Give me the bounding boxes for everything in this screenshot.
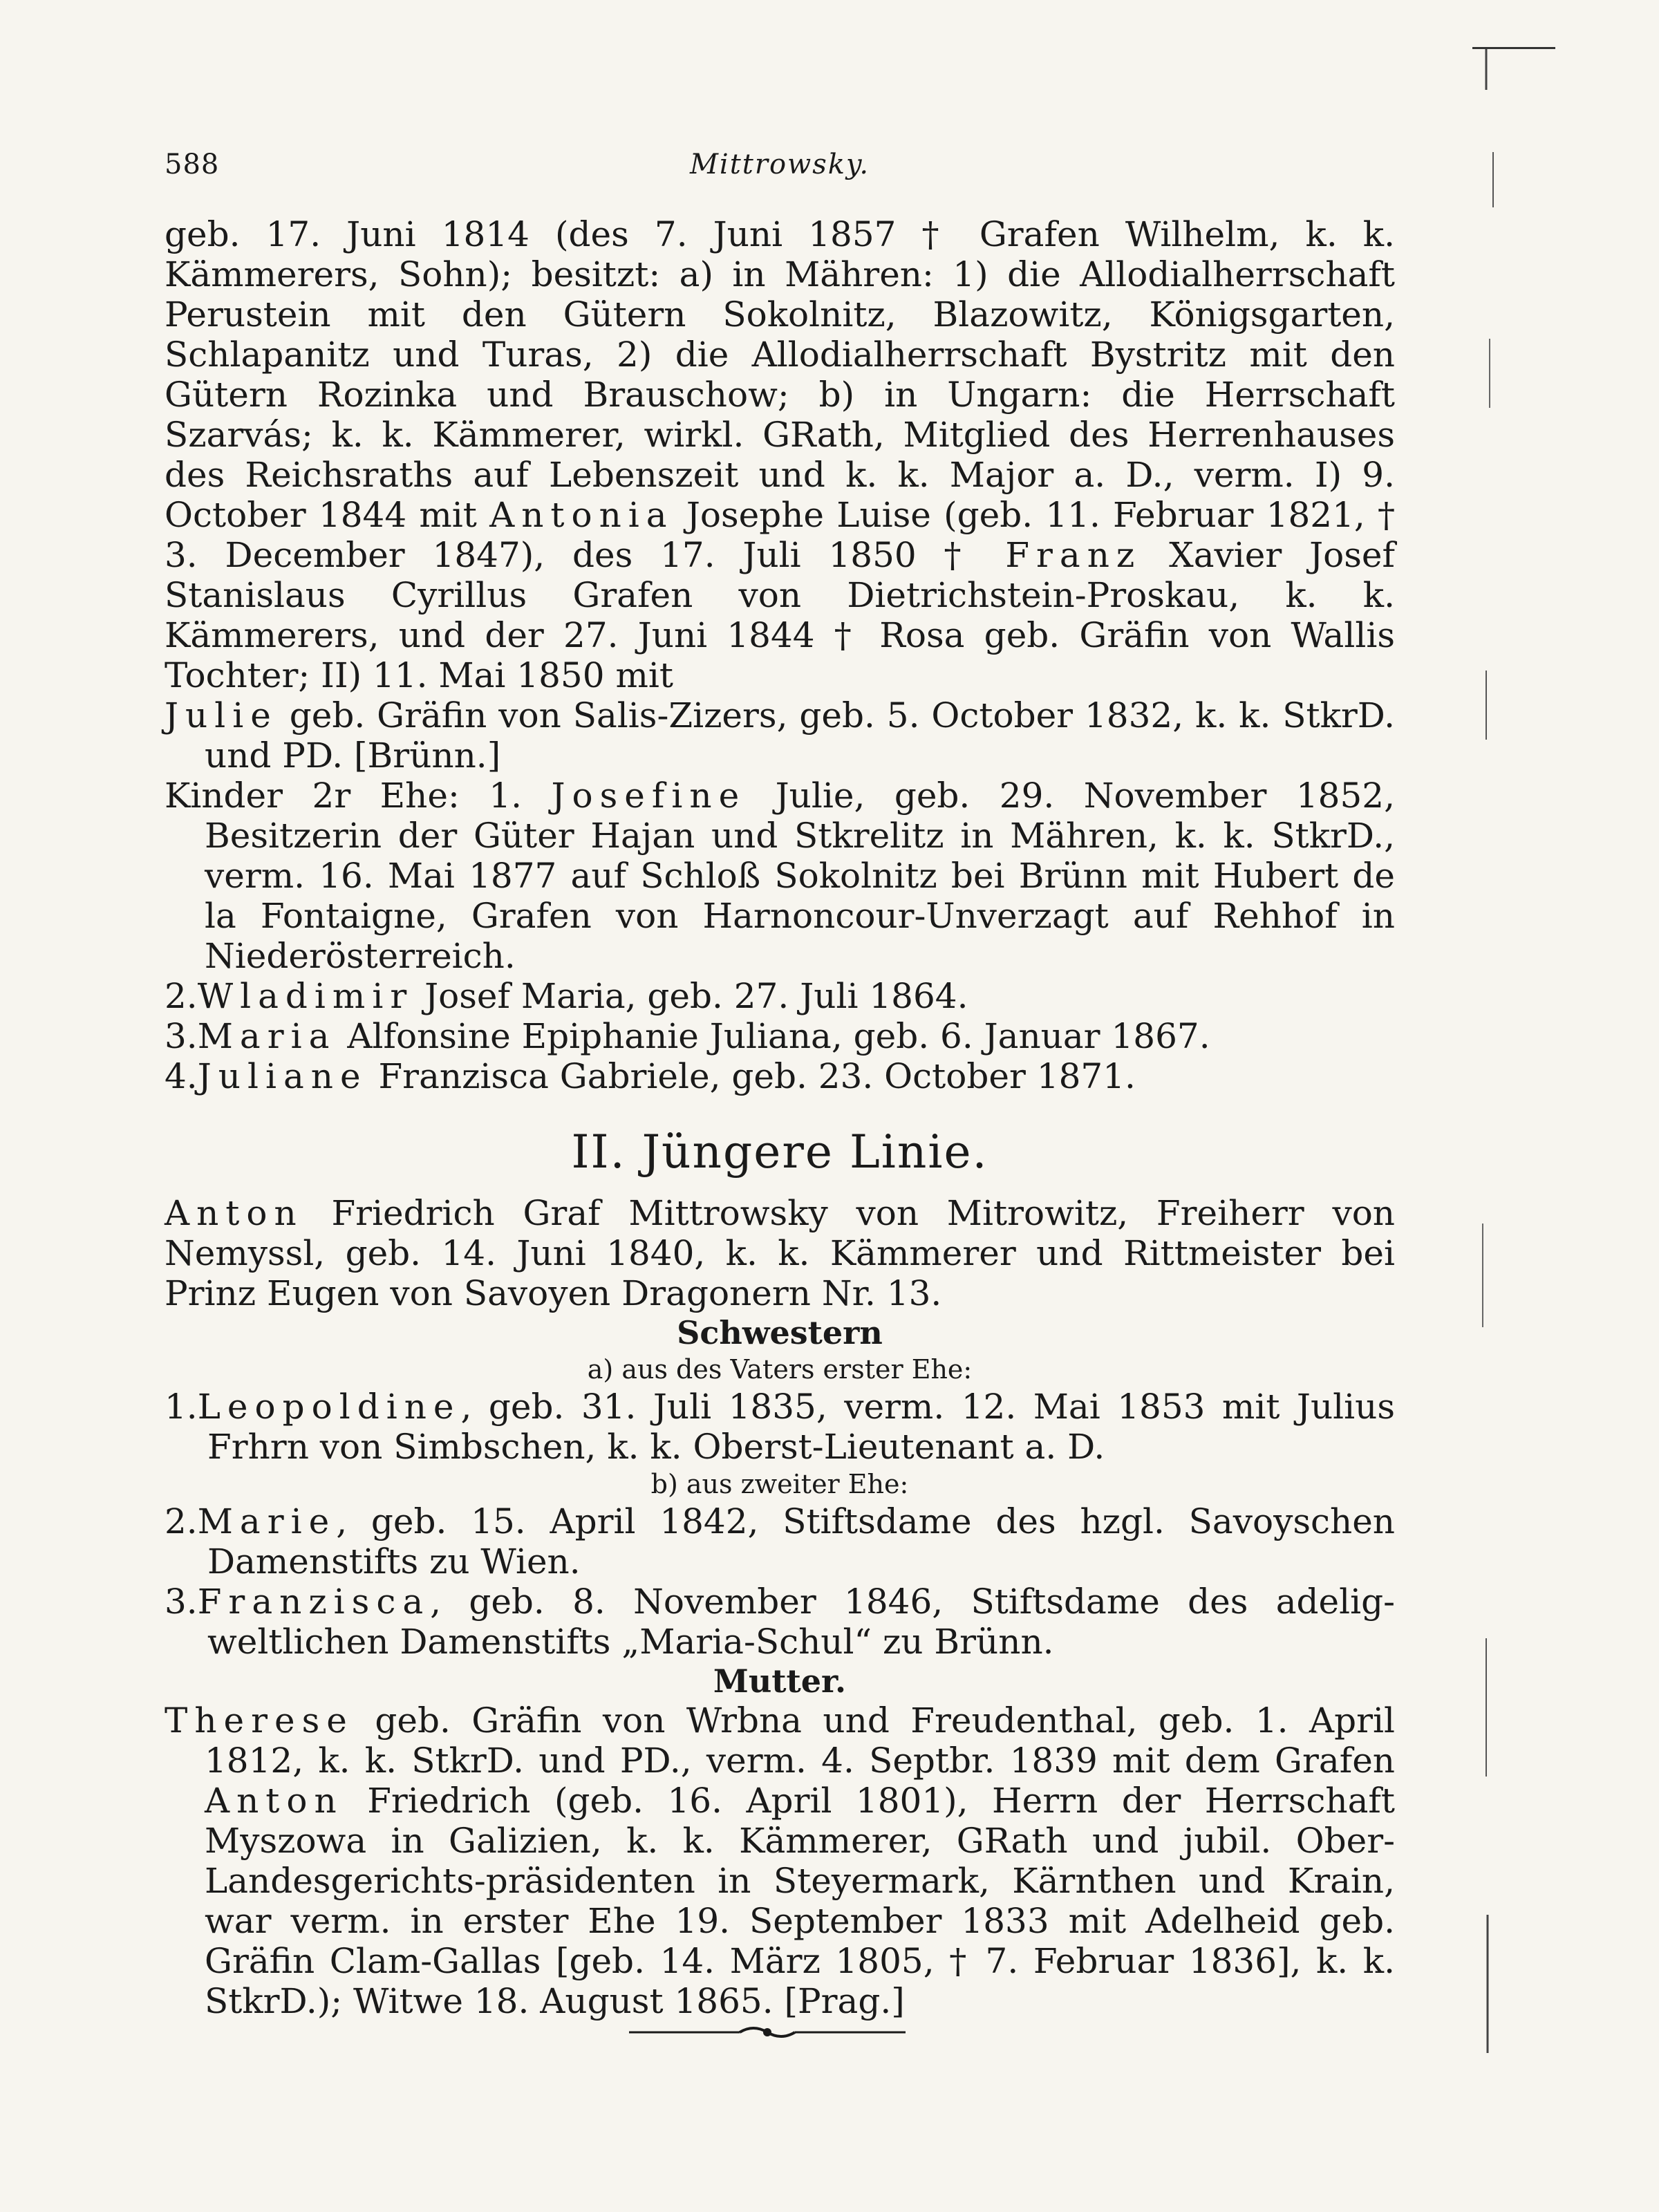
mother-text-a: geb. Gräfin von Wrbna und Freudenthal, geb. 1. April 1812, k. k. StkrD. und PD., verm. 4. Septbr. 1839 mit dem Grafen xyxy=(205,1700,1395,1781)
ornament-dot xyxy=(763,2028,771,2036)
sister-number: 3. xyxy=(165,1582,198,1622)
continuation-text-c: Xavier Josef Stanislaus Cyrillus Grafen von Dietrichstein-Proskau, k. k. Kämmerers, und der 27. Juni 1844 † Rosa geb. Gräfin von Wallis Tochter; II) 11. Mai 1850 mit xyxy=(165,535,1395,695)
sister-entry-2 xyxy=(165,1501,1395,1582)
mother-heading: Mutter. xyxy=(713,1662,847,1700)
child-name: Josefine xyxy=(551,776,747,816)
continuation-paragraph xyxy=(165,214,1395,695)
section-heading: II. Jüngere Linie. xyxy=(571,1125,988,1179)
child-number: 2. xyxy=(165,976,198,1016)
sister-number: 1. xyxy=(165,1387,198,1427)
body-text xyxy=(165,214,1395,2021)
sisters-sub-a: a) aus des Vaters erster Ehe: xyxy=(587,1354,973,1385)
top-rule xyxy=(1472,47,1555,49)
page-number: 588 xyxy=(165,149,220,180)
sister-text: , geb. 8. November 1846, Stiftsdame des adelig-weltlichen Damenstifts „Maria-Schul“ zu Brünn. xyxy=(207,1582,1395,1662)
continuation-text-b: Josephe Luise (geb. 11. Februar 1821, † 3. December 1847), des 17. Juli 1850 † xyxy=(165,495,1395,575)
end-ornament xyxy=(622,2018,912,2046)
child-text: Alfonsine Epiphanie Juliana, geb. 6. Januar 1867. xyxy=(347,1016,1210,1056)
scan-margin-artifacts xyxy=(1472,48,1514,2122)
sister-number: 2. xyxy=(165,1501,198,1541)
sister-text: , geb. 15. April 1842, Stiftsdame des hzgl. Savoyschen Damenstifts zu Wien. xyxy=(207,1501,1395,1582)
children-entry-4 xyxy=(165,1056,1395,1096)
sister-name: Leopoldine xyxy=(197,1387,461,1427)
child-name: Maria xyxy=(197,1016,337,1056)
children-entry-2 xyxy=(165,976,1395,1016)
children-entry-1 xyxy=(165,776,1395,976)
franz-name: Franz xyxy=(1005,535,1142,575)
sister-text: , geb. 31. Juli 1835, verm. 12. Mai 1853 mit Julius Frhrn von Simbschen, k. k. Oberst-Lieutenant a. D. xyxy=(207,1387,1395,1467)
mother-name: Therese xyxy=(165,1700,354,1741)
page-header xyxy=(165,149,1395,190)
mother-text-b: Friedrich (geb. 16. April 1801), Herrn der Herrschaft Myszowa in Galizien, k. k. Kämmerer, GRath und jubil. Ober-Landesgerichts-präsidenten in Steyermark, Kärnthen und Krain, war verm. in erster Ehe 19. September 1833 mit Adelheid geb. Gräfin Clam-Gallas [geb. 14. März 1805, † 7. Februar 1836], k. k. StkrD.); Witwe 18. August 1865. [Prag.] xyxy=(205,1781,1395,2021)
children-label: Kinder 2r Ehe: xyxy=(165,776,460,816)
child-number: 4. xyxy=(165,1056,198,1096)
running-title: Mittrowsky. xyxy=(689,149,870,180)
sister-entry-3 xyxy=(165,1582,1395,1662)
continuation-text: geb. 17. Juni 1814 (des 7. Juni 1857 † Grafen Wilhelm, k. k. Kämmerers, Sohn); besitzt: a) in Mähren: 1) die Allodialherrschaft Perustein mit den Gütern Sokolnitz, Blazowitz, Königsgarten, Schlapanitz und Turas, 2) die Allodialherrschaft Bystritz mit den Gütern Rozinka und Brauschow; b) in Ungarn: die Herrschaft Szarvás; k. k. Kämmerer, wirkl. GRath, Mitglied des Herrenhauses des Reichsraths auf Lebenszeit und k. k. Major a. D., verm. I) 9. October 1844 mit xyxy=(165,214,1395,535)
child-number: 3. xyxy=(165,1016,198,1056)
mother-spouse-name: Anton xyxy=(205,1781,344,1821)
mother-paragraph xyxy=(165,1700,1395,2021)
julie-text: geb. Gräfin von Salis-Zizers, geb. 5. October 1832, k. k. StkrD. und PD. [Brünn.] xyxy=(205,695,1395,776)
sisters-sub-b: b) aus zweiter Ehe: xyxy=(650,1469,909,1499)
child-text: Julie, geb. 29. November 1852, Besitzerin der Güter Hajan und Stkrelitz in Mähren, k. k. StkrD., verm. 16. Mai 1877 auf Schloß Sokolnitz bei Brünn mit Hubert de la Fontaigne, Grafen von Harnoncour-Unverzagt auf Rehhof in Niederösterreich. xyxy=(205,776,1395,976)
spouse-paragraph xyxy=(165,695,1395,776)
sister-entry-1 xyxy=(165,1387,1395,1467)
child-name: Juliane xyxy=(197,1056,368,1096)
antonia-name: Antonia xyxy=(489,495,674,535)
child-text: Josef Maria, geb. 27. Juli 1864. xyxy=(424,976,968,1016)
child-number: 1. xyxy=(489,776,523,816)
anton-name: Anton xyxy=(165,1193,303,1233)
child-name: Wladimir xyxy=(197,976,414,1016)
anton-text: Friedrich Graf Mittrowsky von Mitrowitz, Freiherr von Nemyssl, geb. 14. Juni 1840, k. k. Kämmerer und Rittmeister bei Prinz Eugen von Savoyen Dragonern Nr. 13. xyxy=(165,1193,1395,1313)
sisters-heading: Schwestern xyxy=(677,1314,883,1351)
sister-name: Marie xyxy=(197,1501,337,1541)
child-text: Franzisca Gabriele, geb. 23. October 1871. xyxy=(378,1056,1136,1096)
anton-paragraph xyxy=(165,1193,1395,1313)
children-entry-3 xyxy=(165,1016,1395,1056)
sister-name: Franzisca xyxy=(197,1582,431,1622)
julie-name: Julie xyxy=(165,695,278,735)
